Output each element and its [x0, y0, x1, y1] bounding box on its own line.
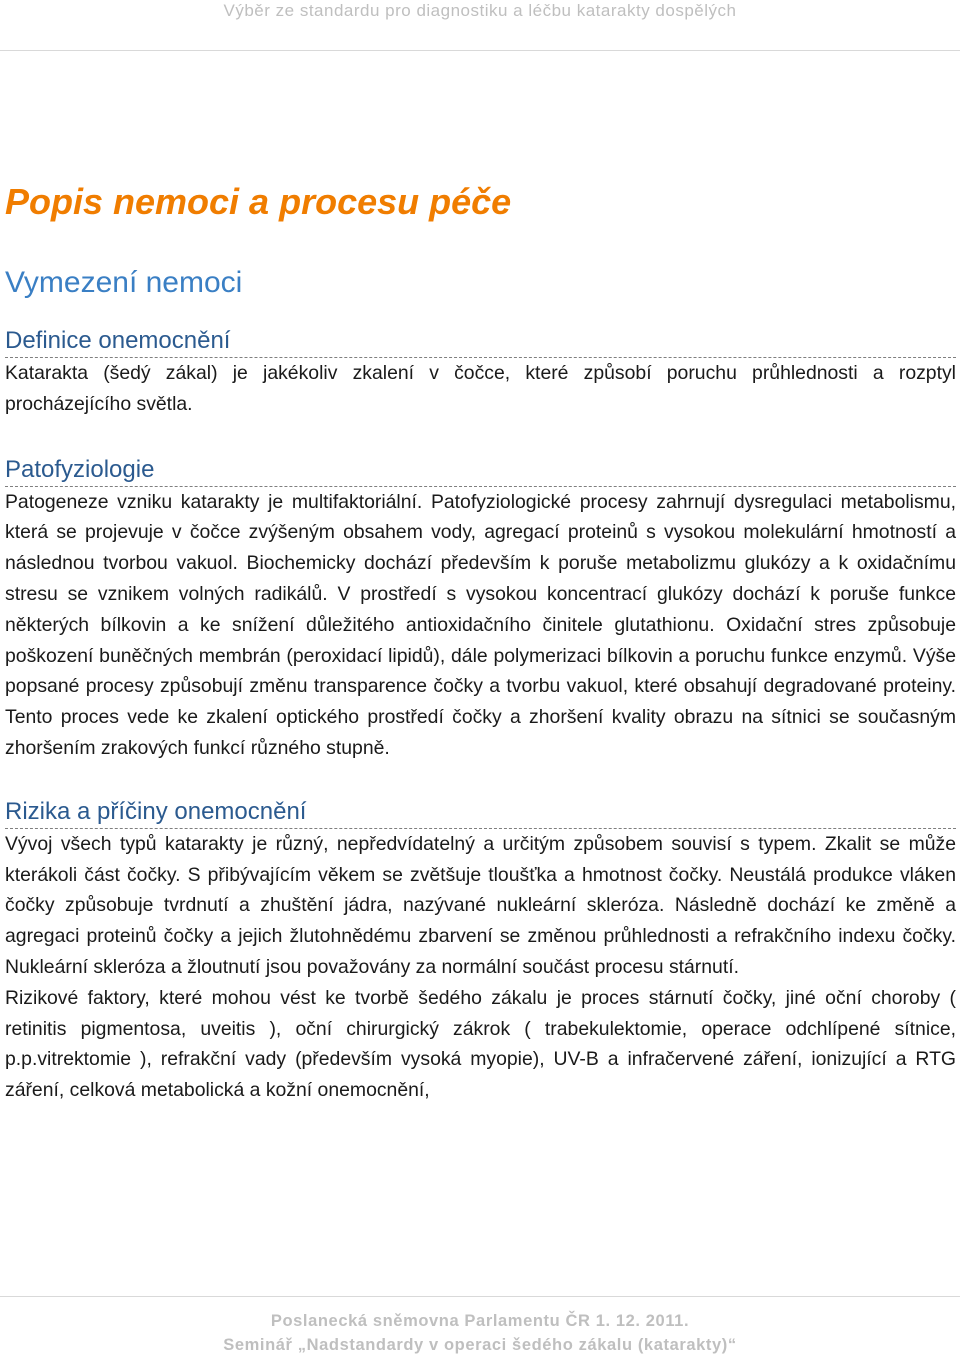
- paragraph: Katarakta (šedý zákal) je jakékoliv zkalení v čočce, které způsobí poruchu průhlednosti a rozptyl procházejícího světla.: [5, 362, 956, 415]
- section-heading: Definice onemocnění: [5, 325, 956, 358]
- section-risks: [5, 796, 956, 1106]
- paragraph: Rizikové faktory, které mohou vést ke tvorbě šedého zákalu je proces stárnutí čočky, jiné oční choroby ( retinitis pigmentosa, uveitis ), oční chirurgický zákrok ( trabekulektomie, operace odchlípené sítnice, p.p.vitrektomie ), refrakční vady (především vysoká myopie), UV-B a infračervené záření, ionizující a RTG záření, celková metabolická a kožní onemocnění,: [5, 986, 956, 1102]
- paragraph: Vývoj všech typů katarakty je různý, nepředvídatelný a určitým způsobem souvisí s typem. Zkalit se může kterákoli část čočky. S přibývajícím věkem se zvětšuje tloušťka a hmotnost čočky. Neustálá produkce vláken čočky způsobuje tvrdnutí a zhuštění jádra, nazývané nukleární skleróza. Následně dochází ke změně a agregaci proteinů čočky a jejich žlutohnědému zbarvení se změnou průhlednosti a refrakčního indexu čočky. Nukleární skleróza a žloutnutí jsou považovány za normální součást procesu stárnutí.: [5, 832, 956, 978]
- section-title: Vymezení nemoci: [5, 266, 243, 299]
- page-header: [0, 0, 960, 51]
- header-title: Výběr ze standardu pro diagnostiku a léčbu katarakty dospělých: [223, 1, 737, 20]
- document-title: Popis nemoci a procesu péče: [5, 181, 512, 222]
- section-definition: [5, 325, 956, 420]
- section-heading: Patofyziologie: [5, 454, 956, 487]
- footer-line-2: Seminář „Nadstandardy v operaci šedého zákalu (katarakty)“: [223, 1336, 737, 1354]
- document-body: [5, 180, 956, 1106]
- section-pathophysiology: [5, 454, 956, 764]
- page-footer: [0, 1296, 960, 1357]
- footer-line-1: Poslanecká sněmovna Parlamentu ČR 1. 12. 2011.: [270, 1312, 690, 1330]
- section-heading: Rizika a příčiny onemocnění: [5, 796, 956, 829]
- paragraph: Patogeneze vzniku katarakty je multifaktoriální. Patofyziologické procesy zahrnují dysregulaci metabolismu, která se projevuje v čočce zvýšeným obsahem vody, agregací proteinů s vysokou molekulární hmotností a následnou tvorbou vakuol. Biochemicky dochází především k poruše metabolizmu glukózy a k oxidačnímu stresu se vznikem volných radikálů. V prostředí s vysokou koncentrací glukózy dochází k poruše funkce některých bílkovin a ke snížení důležitého antioxidačního činitele glutathionu. Oxidační stres způsobuje poškození buněčných membrán (peroxidací lipidů), dále polymerizaci bílkovin a poruchu funkce enzymů. Výše popsané procesy způsobují změnu transparence čočky a tvorbu vakuol, které obsahují degradované proteiny. Tento proces vede ke zkalení optického prostředí čočky a zhoršení kvality obrazu na sítnici se současným zhoršením zrakových funkcí různého stupně.: [5, 490, 956, 759]
